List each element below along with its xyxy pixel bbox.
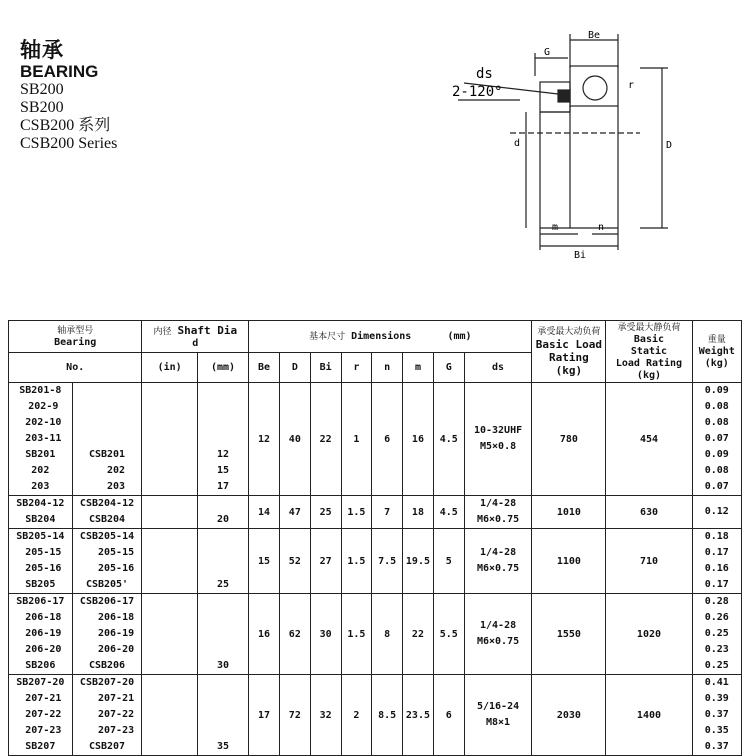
series-line-2: SB200 xyxy=(20,99,64,116)
cell-mm: 35 xyxy=(197,675,248,756)
cell-weight: 0.28 0.26 0.25 0.23 0.25 xyxy=(692,594,741,675)
title-block xyxy=(20,40,117,152)
cell-r: 1.5 xyxy=(341,594,372,675)
cell-in xyxy=(142,529,197,594)
cell-g: 5.5 xyxy=(433,594,464,675)
cell-bi: 30 xyxy=(310,594,341,675)
cell-csb: CSB204-12 CSB204 xyxy=(72,496,142,529)
cell-static: 1020 xyxy=(606,594,692,675)
cell-static: 710 xyxy=(606,529,692,594)
cell-D: 47 xyxy=(279,496,310,529)
series-line-3: CSB200 系列 xyxy=(20,117,111,134)
cell-be: 14 xyxy=(249,496,280,529)
label-r: r xyxy=(628,80,635,91)
label-n: n xyxy=(598,222,605,233)
cell-static: 1400 xyxy=(606,675,692,756)
label-be: Be xyxy=(588,30,601,41)
cell-bi: 22 xyxy=(310,383,341,496)
cell-mm: 20 xyxy=(197,496,248,529)
cell-ds: 5/16-24 M8×1 xyxy=(464,675,532,756)
cell-static: 454 xyxy=(606,383,692,496)
header-weight xyxy=(692,321,741,383)
cell-n: 7.5 xyxy=(372,529,403,594)
label-bi: Bi xyxy=(574,250,587,261)
header-dynamic-load xyxy=(532,321,606,383)
header-dyn-en: Basic Load Rating (kg) xyxy=(535,337,603,378)
series-line-4: CSB200 Series xyxy=(20,135,118,152)
table-row xyxy=(9,594,742,675)
header-dims-cn: 基本尺寸 xyxy=(309,331,346,342)
cell-m: 16 xyxy=(403,383,434,496)
cell-be: 15 xyxy=(249,529,280,594)
header-bi: Bi xyxy=(310,353,341,383)
cell-mm: 25 xyxy=(197,529,248,594)
cell-D: 72 xyxy=(279,675,310,756)
cell-dynamic: 1100 xyxy=(532,529,606,594)
header-wt-cn: 重量 xyxy=(707,334,726,345)
label-m: m xyxy=(552,222,559,233)
specification-table xyxy=(8,320,742,756)
cell-csb: CSB205-14 205-15 205-16 CSB205' xyxy=(72,529,142,594)
table-row xyxy=(9,496,742,529)
cell-dynamic: 1550 xyxy=(532,594,606,675)
header-wt-en: Weight (kg) xyxy=(698,345,735,369)
cell-g: 5 xyxy=(433,529,464,594)
header-dims-en: Dimensions xyxy=(351,330,412,342)
header-dyn-cn: 承受最大动负荷 xyxy=(537,326,601,337)
cell-n: 7 xyxy=(372,496,403,529)
cell-be: 16 xyxy=(249,594,280,675)
cell-n: 6 xyxy=(372,383,403,496)
header-shaft-cn: 内径 xyxy=(153,326,172,337)
cell-r: 1.5 xyxy=(341,496,372,529)
cell-mm: 12 15 17 xyxy=(197,383,248,496)
cell-weight: 0.41 0.39 0.37 0.35 0.37 xyxy=(692,675,741,756)
header-bearing xyxy=(9,321,142,353)
cell-sb: SB207-20 207-21 207-22 207-23 SB207 xyxy=(9,675,73,756)
header-bearing-cn: 轴承型号 xyxy=(57,325,94,336)
header-r: r xyxy=(341,353,372,383)
cell-D: 52 xyxy=(279,529,310,594)
header-dimensions xyxy=(249,321,532,353)
header-bearing-en: Bearing xyxy=(54,336,97,348)
header-bearing-no: No. xyxy=(9,353,142,383)
cell-g: 4.5 xyxy=(433,383,464,496)
header-static-load xyxy=(606,321,692,383)
cell-g: 4.5 xyxy=(433,496,464,529)
cell-sb: SB205-14 205-15 205-16 SB205 xyxy=(9,529,73,594)
title-en: BEARING xyxy=(20,62,99,81)
label-holes: 2-120° xyxy=(452,84,503,100)
cell-csb: CSB207-20 207-21 207-22 207-23 CSB207 xyxy=(72,675,142,756)
cell-ds: 1/4-28 M6×0.75 xyxy=(464,529,532,594)
cell-ds: 1/4-28 M6×0.75 xyxy=(464,496,532,529)
header-shaft-en: Shaft Dia xyxy=(177,323,238,337)
header-in: (in) xyxy=(142,353,197,383)
cell-r: 1 xyxy=(341,383,372,496)
label-d-small: d xyxy=(514,138,521,149)
label-D-large: D xyxy=(666,140,673,151)
cell-in xyxy=(142,496,197,529)
header-n: n xyxy=(372,353,403,383)
table-row xyxy=(9,675,742,756)
cell-static: 630 xyxy=(606,496,692,529)
title-cn: 轴承 xyxy=(20,38,64,62)
cell-be: 17 xyxy=(249,675,280,756)
bearing-drawing xyxy=(440,28,710,273)
header-D: D xyxy=(279,353,310,383)
header-g: G xyxy=(433,353,464,383)
header-ds: ds xyxy=(464,353,532,383)
table-body xyxy=(9,383,742,756)
cell-csb: CSB206-17 206-18 206-19 206-20 CSB206 xyxy=(72,594,142,675)
cell-sb: SB204-12 SB204 xyxy=(9,496,73,529)
cell-n: 8.5 xyxy=(372,675,403,756)
cell-ds: 10-32UHF M5×0.8 xyxy=(464,383,532,496)
cell-be: 12 xyxy=(249,383,280,496)
cell-in xyxy=(142,675,197,756)
cell-mm: 30 xyxy=(197,594,248,675)
header-mm: (mm) xyxy=(197,353,248,383)
cell-weight: 0.09 0.08 0.08 0.07 0.09 0.08 0.07 xyxy=(692,383,741,496)
label-ds: ds xyxy=(476,66,493,82)
header-be: Be xyxy=(249,353,280,383)
header-dims-unit: (mm) xyxy=(447,330,472,342)
cell-weight: 0.18 0.17 0.16 0.17 xyxy=(692,529,741,594)
cell-D: 40 xyxy=(279,383,310,496)
cell-in xyxy=(142,594,197,675)
label-g: G xyxy=(544,47,551,58)
cell-csb: CSB201 202 203 xyxy=(72,383,142,496)
cell-g: 6 xyxy=(433,675,464,756)
cell-bi: 32 xyxy=(310,675,341,756)
cell-m: 22 xyxy=(403,594,434,675)
cell-sb: SB201-8 202-9 202-10 203-11 SB201 202 203 xyxy=(9,383,73,496)
cell-m: 19.5 xyxy=(403,529,434,594)
header-stat-en: Basic Static Load Rating (kg) xyxy=(615,333,683,381)
cell-dynamic: 1010 xyxy=(532,496,606,529)
cell-dynamic: 780 xyxy=(532,383,606,496)
table-row xyxy=(9,529,742,594)
cell-r: 1.5 xyxy=(341,529,372,594)
cell-r: 2 xyxy=(341,675,372,756)
cell-weight: 0.12 xyxy=(692,496,741,529)
header-m: m xyxy=(403,353,434,383)
table-row xyxy=(9,383,742,496)
cell-in xyxy=(142,383,197,496)
cell-n: 8 xyxy=(372,594,403,675)
cell-sb: SB206-17 206-18 206-19 206-20 SB206 xyxy=(9,594,73,675)
header-shaft xyxy=(142,321,249,353)
series-line-1: SB200 xyxy=(20,81,64,98)
cell-m: 18 xyxy=(403,496,434,529)
header-stat-cn: 承受最大静负荷 xyxy=(617,322,681,333)
cell-dynamic: 2030 xyxy=(532,675,606,756)
header-shaft-d: d xyxy=(192,337,199,349)
cell-bi: 27 xyxy=(310,529,341,594)
cell-m: 23.5 xyxy=(403,675,434,756)
cell-bi: 25 xyxy=(310,496,341,529)
cell-ds: 1/4-28 M6×0.75 xyxy=(464,594,532,675)
cell-D: 62 xyxy=(279,594,310,675)
